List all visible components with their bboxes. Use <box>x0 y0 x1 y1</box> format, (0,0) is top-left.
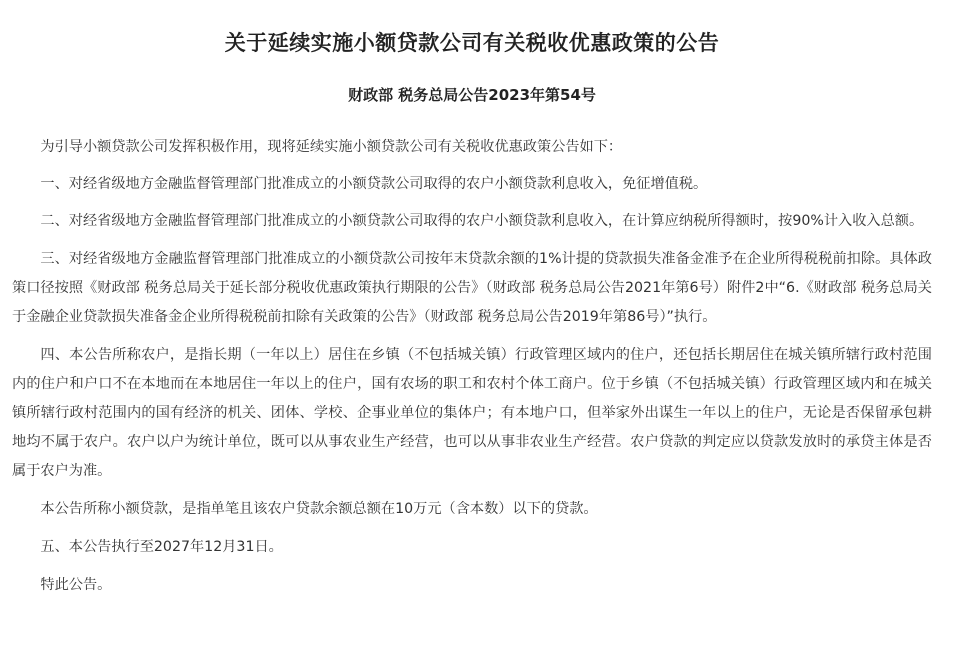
paragraph-item-3: 三、对经省级地方金融监督管理部门批准成立的小额贷款公司按年末贷款余额的1%计提的贷款损失准备金准予在企业所得税税前扣除。具体政策口径按照《财政部 税务总局关于延长部分税收优惠政策执行期限的公告》（财政部 税务总局公告2021年第6号）附件2中“6.《财政部 税务总局关于金融企业贷款损失准备金企业所得税税前扣除有关政策的公告》（财政部 税务总局公告2019年第86号）”执行。 <box>12 251 932 325</box>
paragraph-item-5: 五、本公告执行至2027年12月31日。 <box>40 539 283 555</box>
page-title: 关于延续实施小额贷款公司有关税收优惠政策的公告 <box>224 31 720 55</box>
paragraph-intro: 为引导小额贷款公司发挥积极作用，现将延续实施小额贷款公司有关税收优惠政策公告如下： <box>40 139 623 155</box>
paragraph-item-1: 一、对经省级地方金融监督管理部门批准成立的小额贷款公司取得的农户小额贷款利息收入，免征增值税。 <box>40 176 708 192</box>
document-body <box>12 133 932 609</box>
paragraph-item-4: 四、本公告所称农户，是指长期（一年以上）居住在乡镇（不包括城关镇）行政管理区域内的住户，还包括长期居住在城关镇所辖行政村范围内的住户和户口不在本地而在本地居住一年以上的住户，国有农场的职工和农村个体工商户。位于乡镇（不包括城关镇）行政管理区域内和在城关镇所辖行政村范围内的国有经济的机关、团体、学校、企事业单位的集体户；有本地户口，但举家外出谋生一年以上的住户，无论是否保留承包耕地均不属于农户。农户以户为统计单位，既可以从事农业生产经营，也可以从事非农业生产经营。农户贷款的判定应以贷款发放时的承贷主体是否属于农户为准。 <box>12 347 932 479</box>
document-number: 财政部 税务总局公告2023年第54号 <box>348 86 596 104</box>
paragraph-item-2: 二、对经省级地方金融监督管理部门批准成立的小额贷款公司取得的农户小额贷款利息收入，在计算应纳税所得额时，按90%计入收入总额。 <box>40 213 924 229</box>
paragraph-closing: 特此公告。 <box>40 577 112 593</box>
paragraph-small-loan-definition: 本公告所称小额贷款，是指单笔且该农户贷款余额总额在10万元（含本数）以下的贷款。 <box>40 501 598 517</box>
